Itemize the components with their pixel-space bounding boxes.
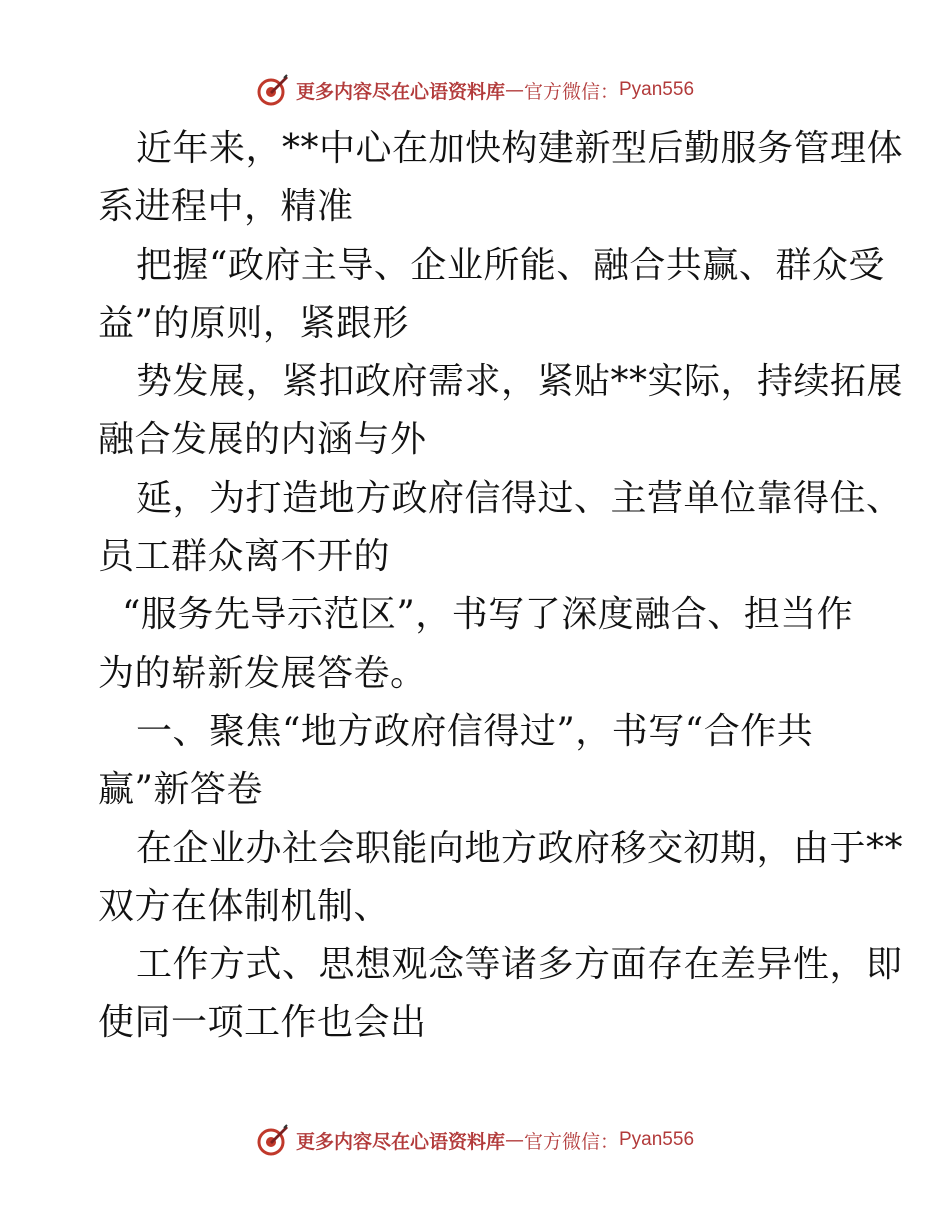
wechat-label: 官方微信： [523,80,619,103]
paragraph-line: “服务先导示范区”，书写了深度融合、担当作 [122,594,854,636]
section-heading-line: 赢”新答卷 [98,769,263,811]
banner-text: 更多内容尽在心语资料库 [295,80,505,103]
banner-dash: — [504,1129,524,1151]
paragraph-line: 在企业办社会职能向地方政府移交初期，由于** [136,827,904,869]
wechat-label: 官方微信： [523,1130,619,1153]
paragraph-line: 益”的原则，紧跟形 [98,302,409,344]
paragraph-line: 近年来，**中心在加快构建新型后勤服务管理体 [136,128,904,169]
paragraph-line: 延，为打造地方政府信得过、主营单位靠得住、 [136,477,903,519]
paragraph-line: 融合发展的内涵与外 [98,419,427,461]
document-body [98,120,904,1053]
wechat-id: Pyan556 [619,79,695,100]
brush-logo-icon [256,73,290,107]
paragraph-line: 系进程中，精准 [98,186,354,228]
paragraph-line: 使同一项工作也会出 [98,1002,427,1044]
paragraph-line: 把握“政府主导、企业所能、融合共赢、群众受 [136,244,885,286]
paragraph-line: 势发展，紧扣政府需求，紧贴**实际，持续拓展 [136,361,904,403]
header-banner [0,72,950,108]
paragraph-line: 工作方式、思想观念等诸多方面存在差异性，即 [136,944,903,986]
paragraph-line: 双方在体制机制、 [98,885,391,927]
brush-logo-icon [256,1123,290,1157]
banner-dash: — [504,79,524,101]
banner-text: 更多内容尽在心语资料库 [295,1130,505,1153]
section-heading-line: 一、聚焦“地方政府信得过”，书写“合作共 [136,710,814,752]
wechat-id: Pyan556 [619,1129,695,1150]
paragraph-line: 为的崭新发展答卷。 [98,652,427,694]
paragraph-line: 员工群众离不开的 [98,536,391,578]
footer-banner [0,1122,950,1158]
